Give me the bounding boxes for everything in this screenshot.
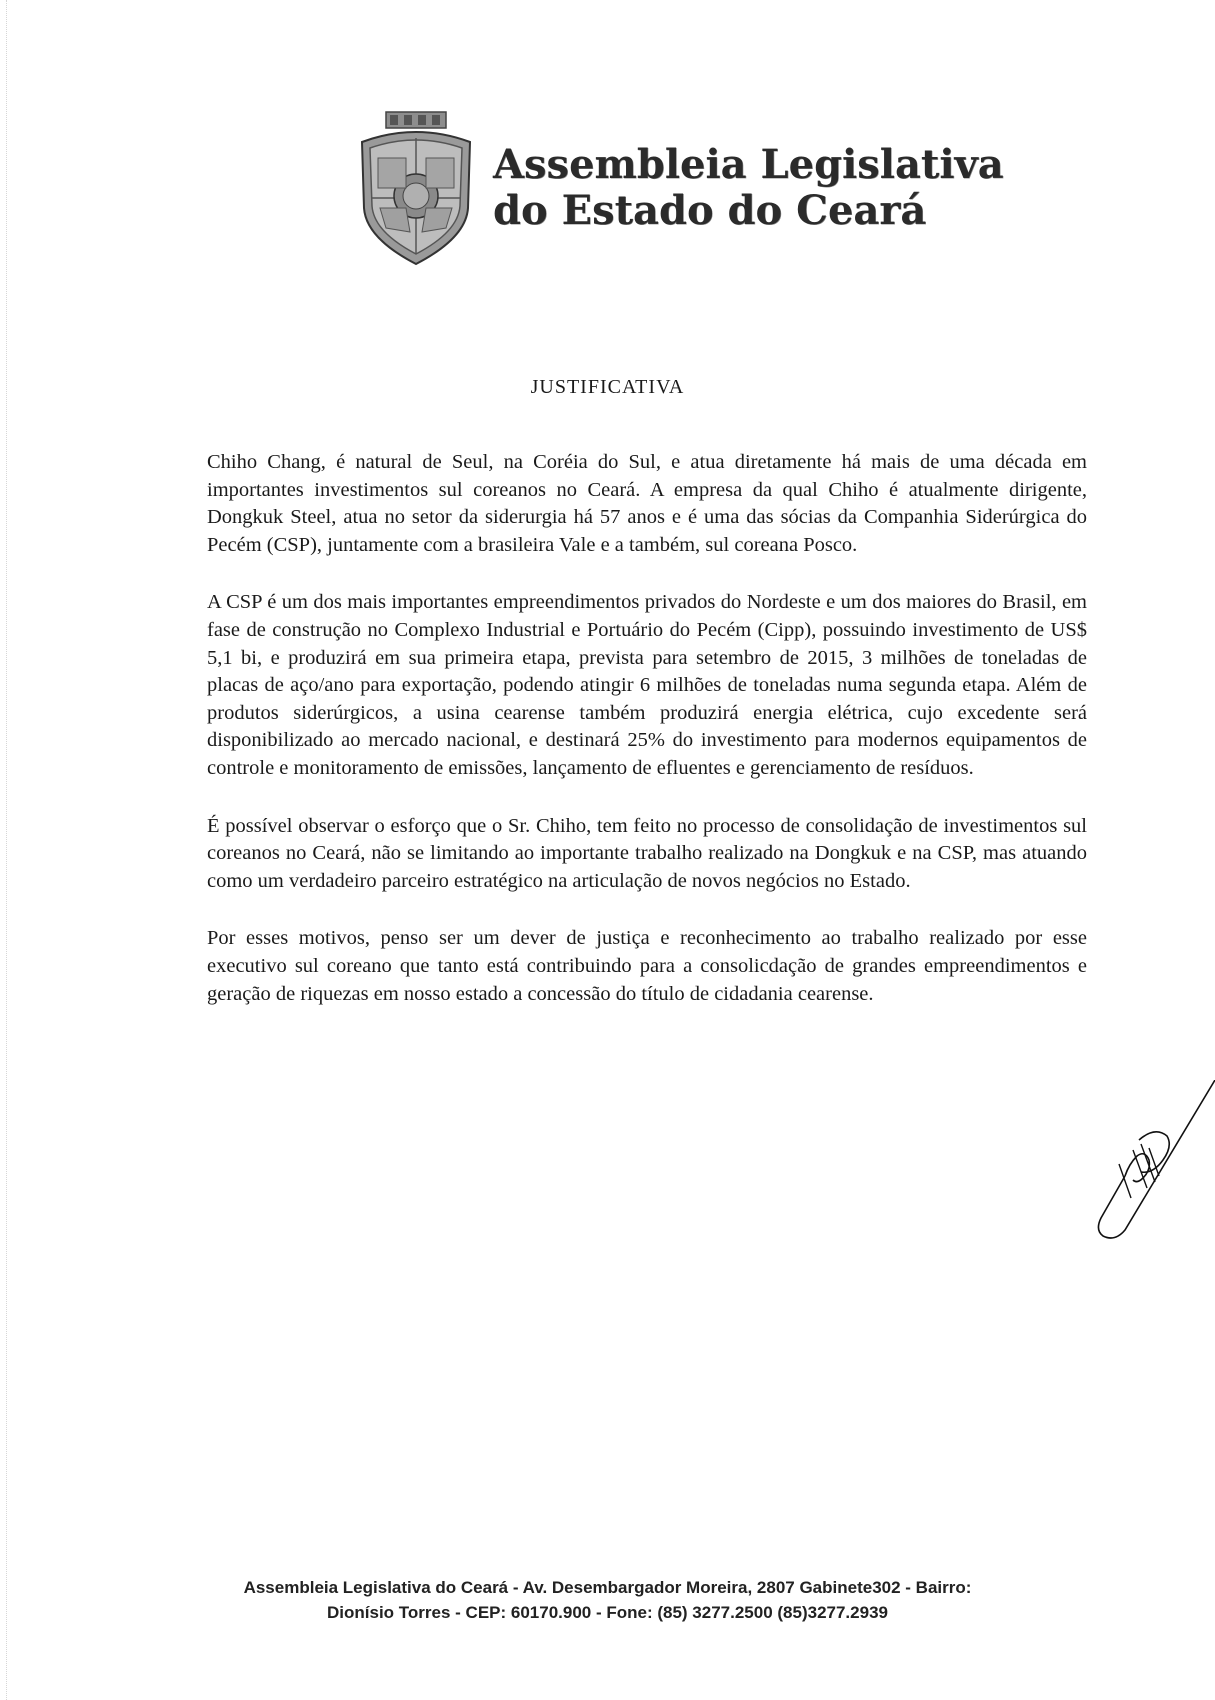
letterhead [356, 108, 1004, 278]
organization-name [493, 142, 1004, 234]
paragraph: É possível observar o esforço que o Sr. Chiho, tem feito no processo de consolidação de investimentos sul coreanos no Ceará, não se limitando ao importante trabalho realizado na Dongkuk e na CSP, mas atuando como um verdadeiro parceiro estratégico na articulação de novos negócios no Estado. [207, 814, 1087, 892]
organization-name-line1: Assembleia Legislativa [493, 141, 1004, 188]
footer-address-line1: Assembleia Legislativa do Ceará - Av. Desembargador Moreira, 2807 Gabinete302 - Bairro: [243, 1578, 972, 1597]
footer-address-line2: Dionísio Torres - CEP: 60170.900 - Fone: (85) 3277.2500 (85)3277.2939 [327, 1603, 888, 1622]
handwritten-signature [1055, 1080, 1215, 1250]
state-crest-icon [356, 108, 476, 268]
paragraph: A CSP é um dos mais importantes empreendimentos privados do Nordeste e um dos maiores do Brasil, em fase de construção no Complexo Industrial e Portuário do Pecém (Cipp), possuindo investimento de US$ 5,1 bi, e produzirá em sua primeira etapa, prevista para setembro de 2015, 3 milhões de toneladas de placas de aço/ano para exportação, podendo atingir 6 milhões de toneladas numa segunda etapa. Além de produtos siderúrgicos, a usina cearense também produzirá energia elétrica, cujo excedente será disponibilizado ao mercado nacional, e destinará 25% do investimento para modernos equipamentos de controle e monitoramento de emissões, lançamento de efluentes e gerenciamento de resíduos. [207, 591, 1087, 779]
scan-edge [6, 0, 8, 1700]
paragraph: Por esses motivos, penso ser um dever de justiça e reconhecimento ao trabalho realizado por esse executivo sul coreano que tanto está contribuindo para a consolicdação de grandes empreendimentos e geração de riquezas em nosso estado a concessão do título de cidadania cearense. [207, 927, 1087, 1005]
document-body [207, 449, 1087, 1038]
paragraph: Chiho Chang, é natural de Seul, na Coréia do Sul, e atua diretamente há mais de uma década em importantes investimentos sul coreanos no Ceará. A empresa da qual Chiho é atualmente dirigente, Dongkuk Steel, atua no setor da siderurgia há 57 anos e é uma das sócias da Companhia Siderúrgica do Pecém (CSP), juntamente com a brasileira Vale e a também, sul coreana Posco. [207, 451, 1087, 556]
document-title: JUSTIFICATIVA [530, 376, 685, 398]
letterhead-footer [0, 1575, 1215, 1625]
organization-name-line2: do Estado do Ceará [493, 187, 927, 234]
